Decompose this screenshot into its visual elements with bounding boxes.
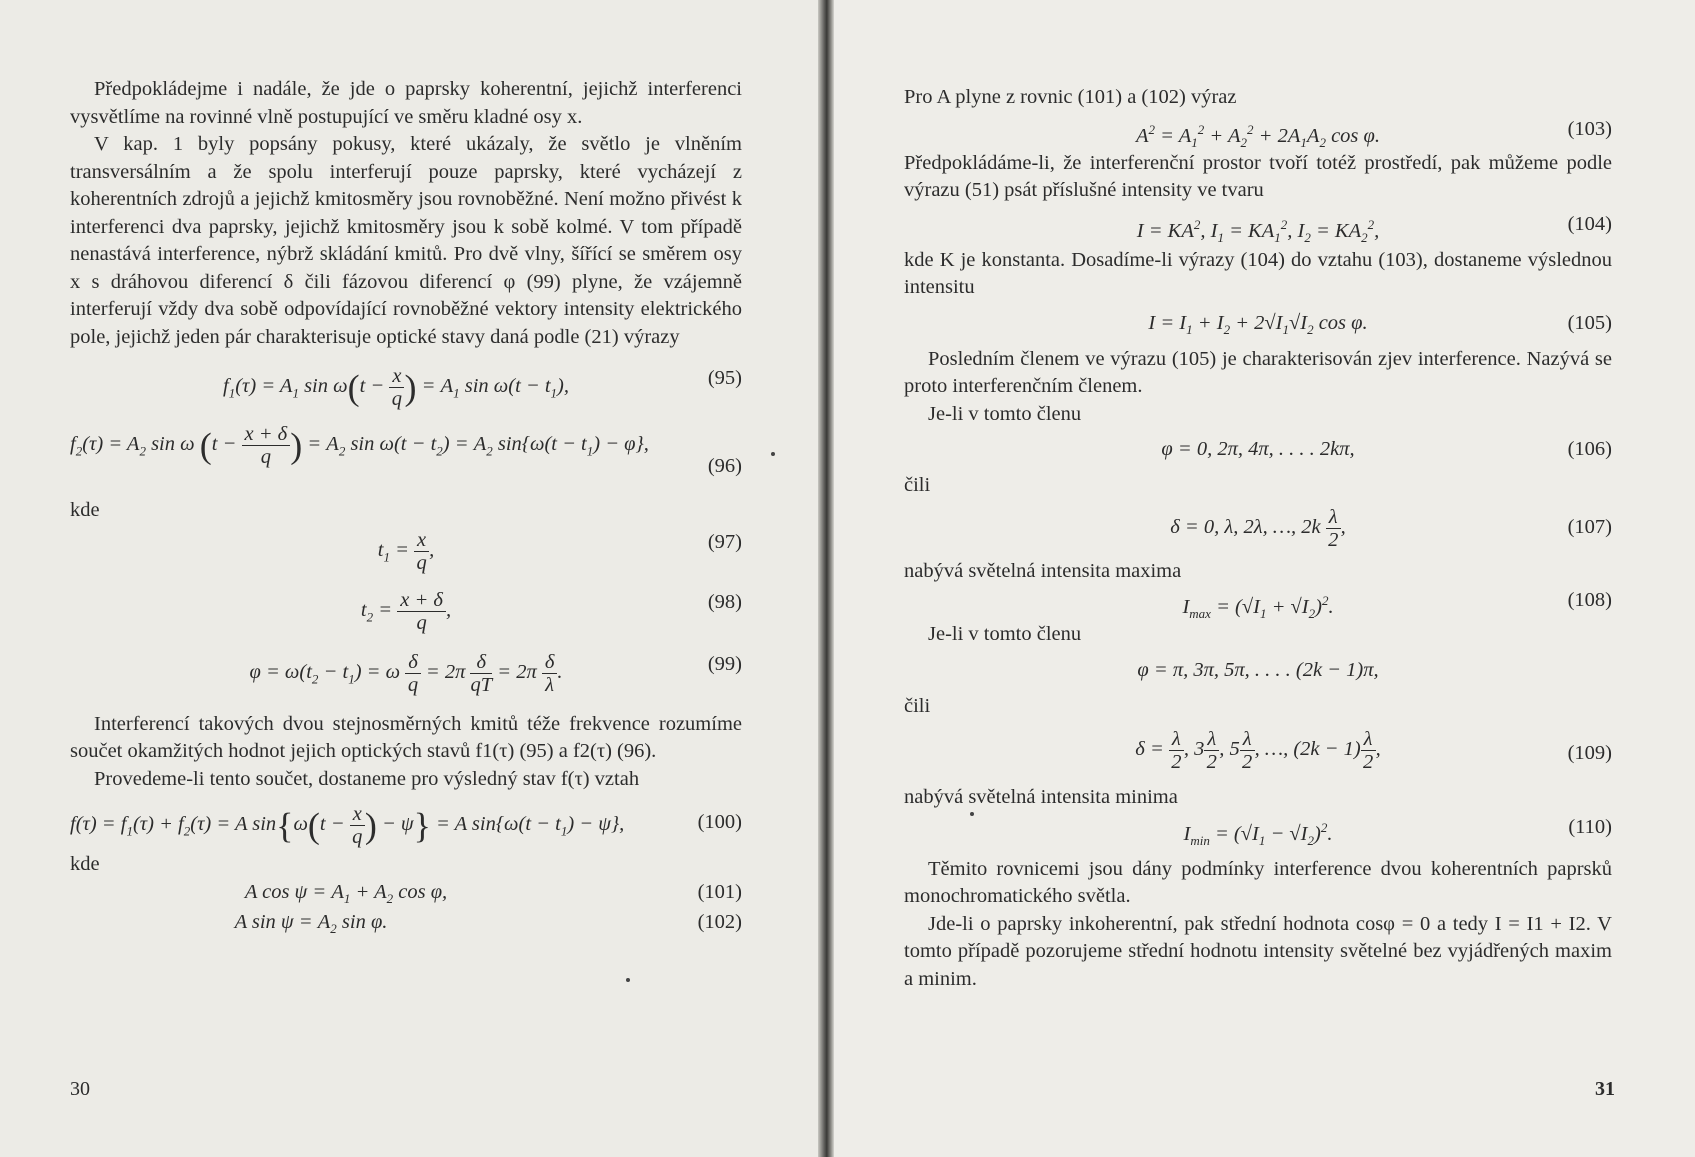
kde-label: kde: [70, 499, 100, 521]
equation-number: (110): [1568, 815, 1612, 838]
page-number: 30: [70, 1078, 90, 1100]
paragraph: Interferencí takových dvou stejnosměrných kmitů téže frekvence rozumíme součet okamžitých hodnot jejich optických stavů f1(τ) (95) a f2(τ) (96).: [70, 712, 742, 762]
paragraph: Pro A plyne z rovnic (101) a (102) výraz: [904, 86, 1237, 108]
equation-number: (109): [1567, 742, 1612, 764]
equation-107: δ = 0, λ, 2λ, …, 2k $\frac{\lambda}{2}$ , (107): [1170, 505, 1612, 551]
equation-101: A $\cos \psi = A_1 + A_2$ cos φ, (101): [244, 880, 742, 906]
kde-label: kde: [70, 853, 100, 875]
equation-99: $\varphi = \omega(t_2 - t_1) = \omega$ $\frac{\delta}{q}$ = 2π $\frac{\delta}{qT}$ = 2π $\frac{\delta}{\lambda}$ . (99): [249, 650, 742, 696]
paragraph: Předpokládáme-li, že interferenční prostor tvoří totéž prostředí, pak můžeme podle výrazu (51) psát příslušné intensity ve tvaru: [904, 151, 1612, 201]
paragraph: Jde-li o paprsky inkoherentní, pak střední hodnota cosφ = 0 a tedy I = I1 + I2. V tomto případě pozorujeme střední hodnotu intensity světelné bez vyjádřených maxim a minim.: [904, 912, 1612, 990]
cili-label: čili: [904, 694, 931, 717]
paragraph: nabývá světelná intensita maxima: [904, 559, 1182, 582]
equation-number: (103): [1567, 117, 1612, 140]
equation-104: $I = KA^2$, $I_1 = KA_1^2$, $I_2 = KA_2^2$, (104): [1136, 212, 1612, 245]
left-page: [0, 0, 822, 1157]
equation-97: $t_1$ = $\frac{x}{q}$ , (97): [377, 528, 742, 574]
equation-95: $f_1(\tau) = A_1$ sin ω(t − $\frac{x}{q}$ ) = $A_1$ $\sin \omega(t - t_1)$, (95): [223, 365, 742, 410]
equation-number: (108): [1567, 589, 1612, 611]
paragraph: Je-li v tomto členu: [928, 623, 1082, 645]
equation-98: $t_2$ = $\frac{x + \delta}{q}$ , (98): [360, 588, 742, 634]
ink-speck: [626, 978, 630, 982]
equation-number: (95): [707, 367, 742, 389]
paragraph: Těmito rovnicemi jsou dány podmínky interference dvou koherentních paprsků monochromatického světla.: [904, 857, 1612, 907]
equation-109: δ = $\frac{\lambda}{2}$ , 3 $\frac{\lambda}{2}$ , 5 $\frac{\lambda}{2}$ , …, (2k − 1) $\frac{\lambda}{2}$ , (109): [1135, 728, 1612, 773]
paragraph: Předpokládejme i nadále, že jde o paprsky koherentní, jejichž interferenci vysvětlíme na rovinné vlně postupující ve směru kladné osy x.: [70, 78, 742, 128]
right-page-text: [904, 84, 1612, 993]
paragraph: Posledním členem ve výrazu (105) je charakterisován zjev interference. Nazývá se proto interferenčním členem.: [904, 347, 1612, 397]
equation-number: (106): [1567, 438, 1612, 460]
equation-106: [904, 436, 1612, 472]
paragraph: nabývá světelná intensita minima: [904, 786, 1178, 808]
right-page: [834, 0, 1695, 1157]
book-gutter: [818, 0, 834, 1157]
equation-109a-body: φ = π, 3π, 5π, . . . . (2k − 1)π,: [1137, 658, 1379, 681]
paragraph: kde K je konstanta. Dosadíme-li výrazy (104) do vztahu (103), dostaneme výslednou intensitu: [904, 248, 1612, 298]
equation-110: $I_{min} = (√I_1 - √I_2)^2$. (110): [1183, 815, 1612, 848]
equation-100: $f(\tau) = f_1(\tau) + f_2(\tau) = A$ sin{ω(t − $\frac{x}{q}$ ) − ψ} = A $\sin\{\omega(t - t_1) - \psi\}$, (100): [70, 803, 742, 848]
cili-label: čili: [904, 474, 931, 496]
equation-number: (102): [697, 910, 742, 933]
paragraph: V kap. 1 byly popsány pokusy, které ukázaly, že světlo je vlněním transversálním a že spolu interferují pouze paprsky, které vycházejí z koherentních zdrojů a jejichž kmitosměry jsou rovnoběžné. Není možno přivést k interferenci dva paprsky, jejichž kmitosměry jsou k sobě kolmé. V tom případě nenastává interference, nýbrž skládání kmitů. Pro dvě vlny, šířící se směrem osy x s dráhovou diferencí δ čili fázovou diferencí φ (99) plyne, že vzájemně interferují vždy dva sobě odpovídající rovnoběžné vektory intensity elektrického pole, jejichž jeden pár charakterisuje optické stavy daná podle (21) výrazy: [70, 133, 742, 348]
equation-number: (98): [707, 590, 742, 613]
equation-106-body: φ = 0, 2π, 4π, . . . . 2kπ,: [1161, 438, 1355, 460]
equation-109a: [904, 657, 1612, 693]
ink-speck: [970, 812, 974, 816]
equation-number: (104): [1567, 212, 1612, 235]
left-page-text: [70, 76, 742, 939]
page-number: 31: [1595, 1078, 1615, 1100]
equation-number: (99): [707, 652, 742, 675]
equation-105: $I = I_1 + I_2 + 2√I_1√I_2$ cos φ. (105): [1148, 311, 1612, 337]
equation-108: $I_{max} = (√I_1 + √I_2)^2$. (108): [1182, 589, 1612, 621]
equation-number: (100): [697, 811, 742, 833]
equation-96: $f_2(\tau) = A_2$ sin ω (t − $\frac{x + \delta}{q}$ ) = $A_2$ $\sin \omega(t - t_2) = A_2$ $\sin\{\omega(t - t_1) - \varphi\}$, (96): [70, 423, 742, 495]
equation-number: (101): [697, 880, 742, 903]
equation-number: (105): [1567, 311, 1612, 334]
paragraph: Provedeme-li tento součet, dostaneme pro výsledný stav f(τ) vztah: [94, 767, 640, 790]
equation-number: (107): [1567, 515, 1612, 538]
paragraph: Je-li v tomto členu: [928, 402, 1082, 425]
equation-103: $A^2 = A_1^2 + A_2^2 + 2A_1A_2$ cos φ. (103): [1136, 117, 1612, 150]
equation-number: (97): [707, 530, 742, 553]
ink-speck: [771, 452, 775, 456]
equation-number: (96): [707, 455, 742, 477]
equation-102: A $\sin \psi = A_2$ sin φ. (102): [234, 910, 742, 936]
